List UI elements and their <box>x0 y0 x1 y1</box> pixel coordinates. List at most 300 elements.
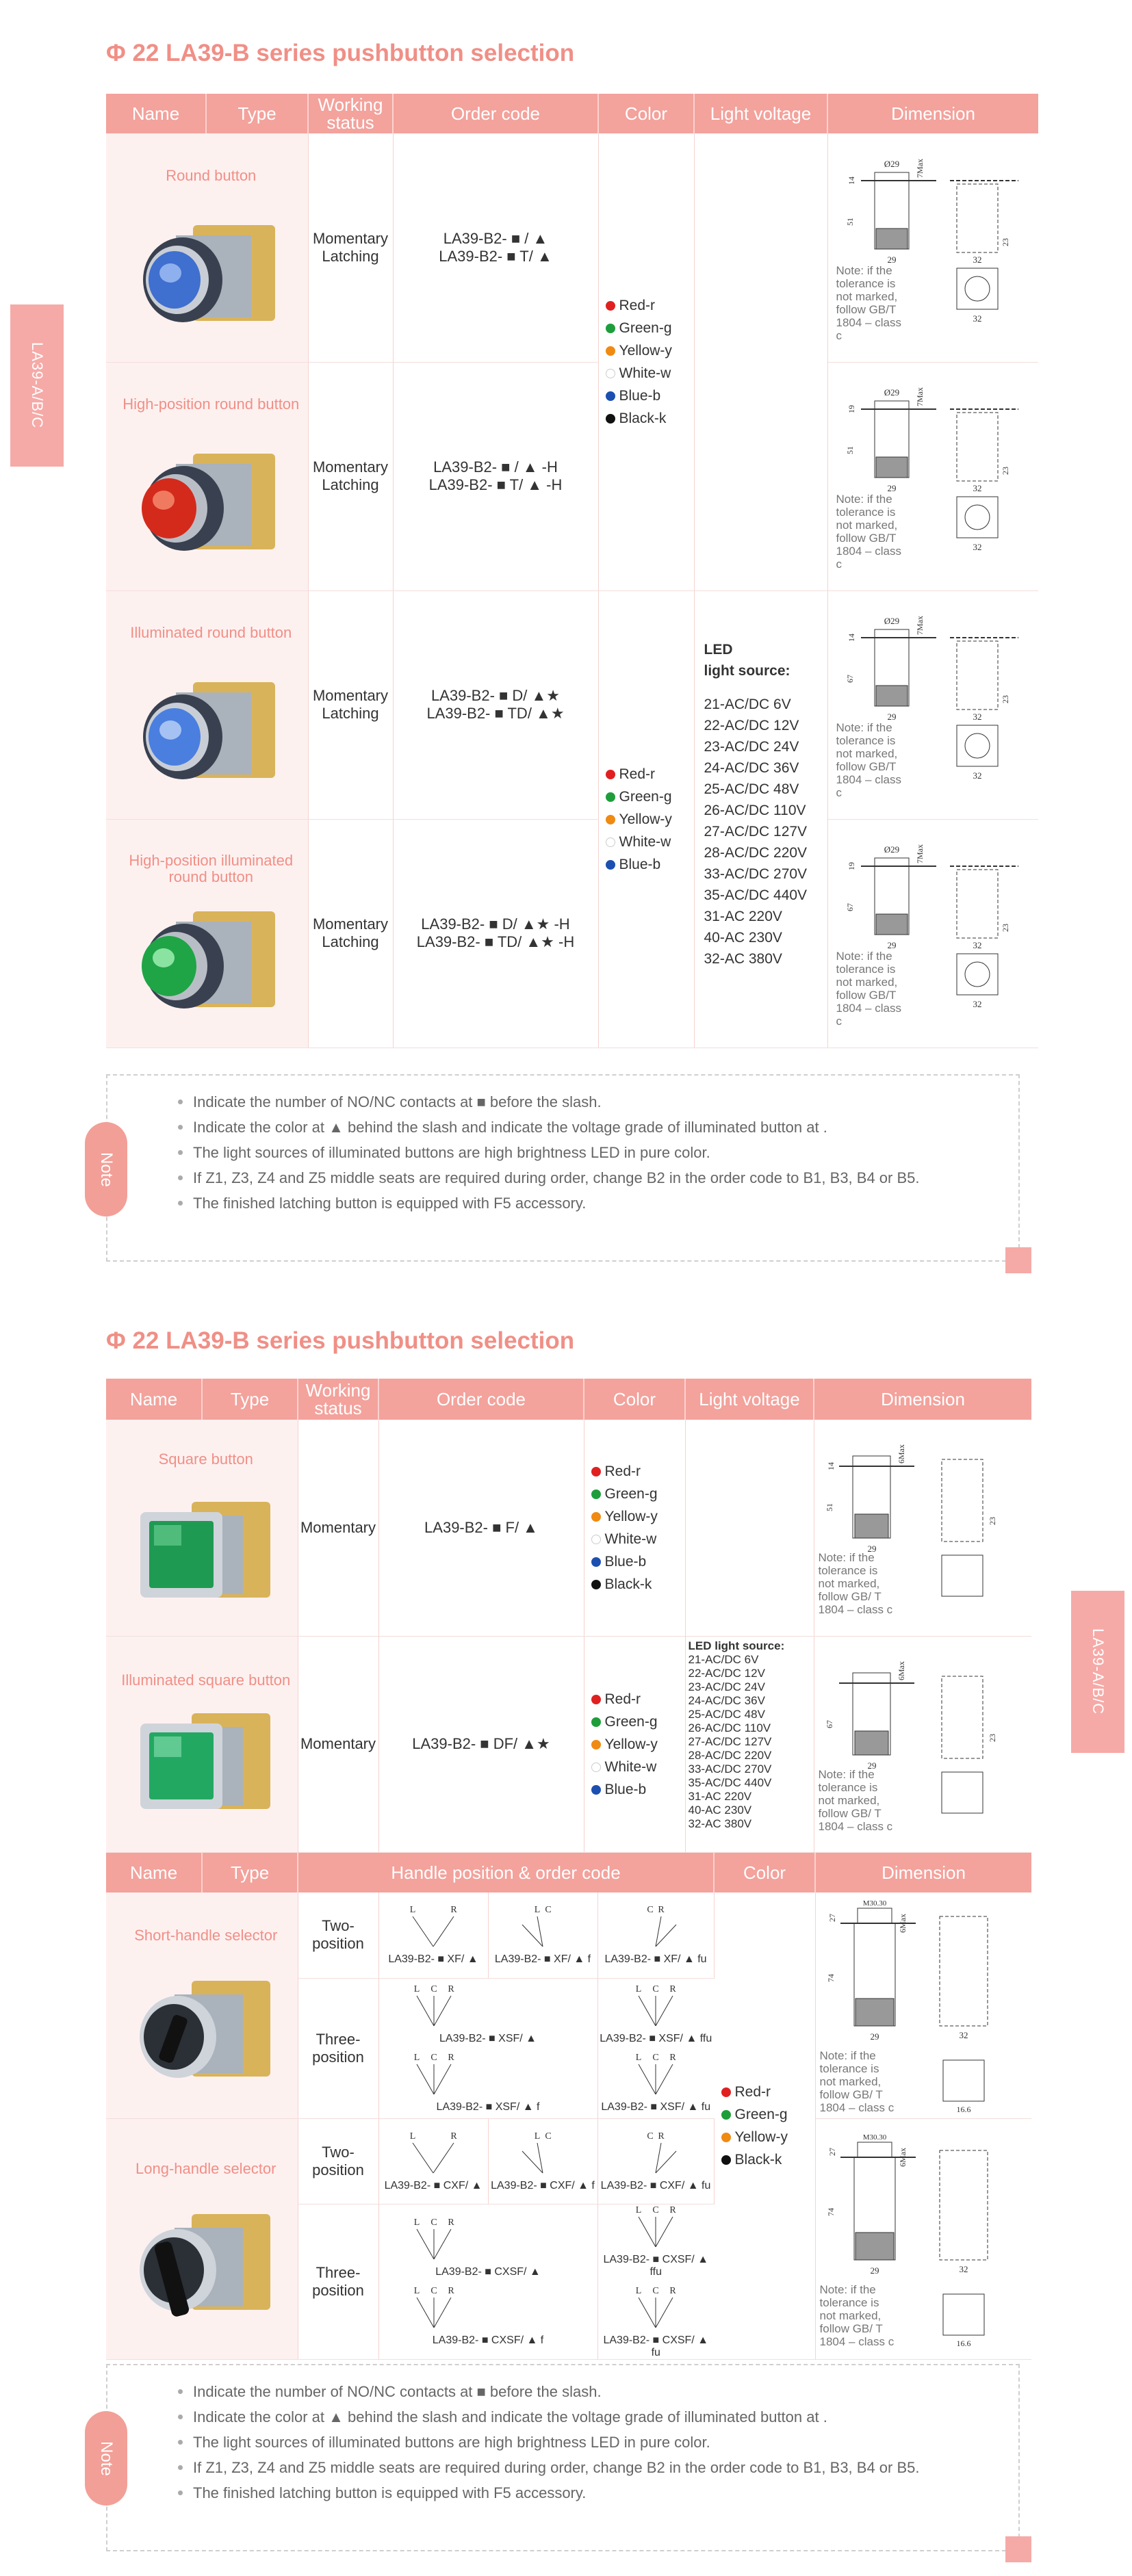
cutout-view <box>957 268 998 309</box>
working-status: Latching <box>322 933 379 950</box>
order-code: LA39-B2- ■ D/ ▲★ <box>430 687 561 704</box>
dimension-cell <box>814 1636 1031 1852</box>
handle-diagram: L R LA39-B2- ■ XF/ ▲ <box>378 1892 488 1978</box>
order-code: LA39-B2- ■ T/ ▲ <box>439 247 552 265</box>
position-letter: L <box>409 2131 416 2142</box>
cutout-side <box>942 1459 983 1541</box>
dimension-label: M30.30 <box>862 2133 886 2142</box>
handle-position-icon <box>615 2052 697 2100</box>
dimension-label: 67 <box>824 1719 834 1728</box>
position-letter: C <box>652 2285 659 2296</box>
dimension-label: 23 <box>987 1517 997 1526</box>
dimension-label: 23 <box>1000 924 1010 932</box>
position-letter: C <box>652 1983 659 1994</box>
position-letter: C <box>652 2204 659 2215</box>
high-position-round-button-image <box>128 433 285 570</box>
dimension-note: Note: if the tolerance is not marked, follow GB/T 1804 – class c <box>836 493 901 571</box>
product-cell <box>106 819 308 1048</box>
position-letter: L <box>635 1983 642 1994</box>
working-status: Momentary <box>312 915 389 933</box>
note-box <box>106 2364 1020 2551</box>
product-name: Round button <box>166 166 257 184</box>
col-color: Color <box>598 94 694 133</box>
dimension-label: 14 <box>825 1462 836 1471</box>
handle-diagram: L C R LA39-B2- ■ XSF/ ▲ ffu L C R LA39-B2- ■ XSF/ ▲ fu <box>597 1978 714 2118</box>
table-row <box>106 362 1038 590</box>
dimension-note: Note: if the tolerance is not marked, follow GB/ T 1804 – class c <box>818 1767 893 1833</box>
dimension-label: 29 <box>870 2265 879 2276</box>
col-light-voltage: Light voltage <box>694 94 827 133</box>
yellow-dot-icon <box>591 1512 601 1522</box>
col-order-code: Order code <box>378 1379 584 1420</box>
note-item: Indicate the color at ▲ behind the slash and indicate the voltage grade of illuminated button at . <box>178 1115 1018 1140</box>
green-dot-icon <box>591 1717 601 1727</box>
dimension-label: 19 <box>846 405 856 413</box>
col-order-code: Order code <box>393 94 598 133</box>
yellow-dot-icon <box>721 2133 731 2142</box>
dimension-label: 32 <box>973 770 981 781</box>
position-letter: R <box>669 1983 676 1994</box>
dimension-note: Note: if the tolerance is not marked, follow GB/ T 1804 – class c <box>819 2049 895 2115</box>
working-status: Momentary <box>298 1420 378 1636</box>
cutout-circle <box>965 962 990 987</box>
dimension-label: 7Max <box>914 844 925 863</box>
dimension-cell <box>827 819 1038 1048</box>
dimension-label: 6Max <box>896 1444 906 1464</box>
note-item: If Z1, Z3, Z4 and Z5 middle seats are required during order, change B2 in the order code to B1, B3, B4 or B5. <box>178 1165 1018 1191</box>
position-letter: C <box>430 2052 437 2063</box>
dimension-label: 23 <box>987 1733 997 1742</box>
corner-marker <box>1005 1247 1031 1273</box>
handle-position-icon <box>392 1904 474 1952</box>
dimension-label: 32 <box>973 940 981 950</box>
illuminated-round-button-image <box>128 662 285 798</box>
position-letter: R <box>447 2217 454 2228</box>
product-cell <box>106 362 308 590</box>
col-dimension: Dimension <box>814 1379 1031 1420</box>
dimension-label: 29 <box>887 940 896 950</box>
handle-position-icon <box>615 2131 697 2178</box>
table-row <box>106 133 1038 362</box>
color-cell <box>598 133 694 590</box>
white-dot-icon <box>606 837 615 847</box>
cutout-side <box>942 1676 983 1758</box>
dimension-label: 67 <box>845 675 855 683</box>
note-item: The finished latching button is equipped with F5 accessory. <box>178 2480 1018 2506</box>
handle-diagram: C R LA39-B2- ■ CXF/ ▲ fu <box>597 2118 714 2204</box>
voltage-list: LED light source: 21-AC/DC 6V 22-AC/DC 12V 23-AC/DC 24V 24-AC/DC 36V 25-AC/DC 48V 26-AC/DC 110V 27-AC/DC 127V 28-AC/DC 220V 33-AC/DC 270V 35-AC/DC 440V 31-AC 220V 40-AC 230V 32-AC 380V <box>688 1639 785 1830</box>
knob <box>858 1908 892 1923</box>
dimension-label: 7Max <box>914 158 925 178</box>
note-item: If Z1, Z3, Z4 and Z5 middle seats are required during order, change B2 in the order code to B1, B3, B4 or B5. <box>178 2455 1018 2480</box>
position-letter: L <box>635 2052 642 2063</box>
button-head <box>875 172 909 181</box>
position-letter: C <box>430 2285 437 2296</box>
handle-position-icon <box>615 1983 697 2031</box>
yellow-dot-icon <box>606 346 615 356</box>
cutout-circle <box>965 505 990 530</box>
cutout-side <box>957 413 998 481</box>
handle-line <box>656 1996 673 2026</box>
cutout-circle <box>965 733 990 758</box>
order-code: LA39-B2- ■ / ▲ <box>443 229 548 247</box>
product-name: Illuminated round button <box>130 623 292 641</box>
color-list: Red-r Green-g Yellow-y Black-k <box>715 2081 815 2171</box>
dimension-label: 74 <box>825 2207 836 2216</box>
white-dot-icon <box>606 369 615 378</box>
working-status: Momentary <box>312 229 389 247</box>
order-code: LA39-B2- ■ D/ ▲★ -H <box>421 915 570 933</box>
col-working-status: Working status <box>308 94 393 133</box>
dimension-label: 32 <box>973 542 981 552</box>
green-dot-icon <box>606 324 615 333</box>
handle-line <box>417 1996 434 2026</box>
handle-position-icon <box>502 2131 584 2178</box>
short-handle-selector-image <box>123 1960 281 2097</box>
dimension-label: 7Max <box>914 616 925 635</box>
blue-dot-icon <box>606 860 615 870</box>
side-tab[interactable]: LA39-A/B/C <box>1071 1591 1124 1753</box>
yellow-dot-icon <box>591 1740 601 1749</box>
dimension-label: 32 <box>973 254 981 265</box>
handle-line <box>656 2064 673 2094</box>
round-button-image <box>128 205 285 341</box>
note-item: The light sources of illuminated buttons are high brightness LED in pure color. <box>178 2430 1018 2455</box>
button-head <box>853 1456 890 1466</box>
dimension-label: 27 <box>827 1914 837 1923</box>
position-letter: R <box>669 2204 676 2215</box>
position-letter: L <box>409 1905 416 1916</box>
color-cell <box>584 1420 685 1636</box>
handle-line <box>656 2298 673 2328</box>
product-cell <box>106 1636 298 1852</box>
handle-line <box>413 1916 433 1947</box>
col-handle-position: Handle position & order code <box>298 1853 714 1892</box>
dimension-label: 32 <box>973 313 981 324</box>
button-head <box>875 629 909 638</box>
color-cell <box>598 590 694 1048</box>
light-voltage-cell <box>685 1420 814 1636</box>
position-letter: C <box>545 2131 552 2142</box>
cutout-view <box>957 497 998 538</box>
handle-position-icon <box>392 2131 474 2178</box>
contact-block <box>876 914 908 935</box>
dimension-label: 29 <box>887 483 896 493</box>
handle-line <box>656 2217 673 2247</box>
dimension-label: 29 <box>867 1760 876 1771</box>
cutout-side <box>940 1916 988 2026</box>
handle-diagram: L R LA39-B2- ■ CXF/ ▲ <box>378 2118 488 2204</box>
square-button-image <box>123 1481 281 1618</box>
position-letter: L <box>635 2204 642 2215</box>
product-cell <box>106 133 308 362</box>
handle-diagram: L C R LA39-B2- ■ XSF/ ▲ L C R LA39-B2- ■ XSF/ ▲ f <box>378 1978 597 2118</box>
red-dot-icon <box>606 301 615 311</box>
dimension-label: 29 <box>887 712 896 722</box>
working-status: Latching <box>322 247 379 265</box>
note-badge: Note <box>85 2411 127 2506</box>
cutout-view <box>957 954 998 995</box>
black-dot-icon <box>721 2155 731 2165</box>
cutout-view <box>943 2294 984 2335</box>
note-list <box>178 1089 1018 1216</box>
dimension-label: 16.6 <box>956 2338 971 2348</box>
col-dimension: Dimension <box>815 1853 1031 1892</box>
position-letter: R <box>447 2052 454 2063</box>
handle-position-icon <box>615 1904 697 1952</box>
product-name: Illuminated square button <box>121 1671 291 1689</box>
handle-position-icon <box>615 2285 697 2333</box>
handle-line <box>639 2217 656 2247</box>
dimension-label: Ø29 <box>884 844 899 855</box>
handle-position-icon <box>393 2217 475 2265</box>
handle-line <box>639 2298 656 2328</box>
cutout-side <box>957 870 998 938</box>
dimension-label: 14 <box>846 634 856 642</box>
handle-diagram: L C LA39-B2- ■ XF/ ▲ f <box>488 1892 597 1978</box>
handle-line <box>639 1996 656 2026</box>
position-letter: R <box>658 1905 665 1916</box>
dimension-label: 51 <box>845 446 855 454</box>
dimension-label: 51 <box>845 217 855 226</box>
selector-table <box>106 1853 1031 2360</box>
product-cell <box>106 1420 298 1636</box>
selection-table-1 <box>106 94 1038 1048</box>
dimension-note: Note: if the tolerance is not marked, follow GB/T 1804 – class c <box>836 721 901 799</box>
dimension-cell <box>827 590 1038 819</box>
voltage-list: LED light source: 21-AC/DC 6V 22-AC/DC 12V 23-AC/DC 24V 24-AC/DC 36V 25-AC/DC 48V 26-AC/DC 110V 27-AC/DC 127V 28-AC/DC 220V 33-AC/DC 270V 35-AC/DC 440V 31-AC 220V 40-AC 230V 32-AC 380V <box>704 641 808 967</box>
col-light-voltage: Light voltage <box>685 1379 814 1420</box>
position-letter: L <box>534 1905 541 1916</box>
cutout-view <box>942 1555 983 1596</box>
white-dot-icon <box>591 1762 601 1772</box>
dimension-note: Note: if the tolerance is not marked, follow GB/ T 1804 – class c <box>818 1551 893 1617</box>
dimension-label: 32 <box>973 712 981 722</box>
position-letter: R <box>450 1905 457 1916</box>
col-working-status: Working status <box>298 1379 378 1420</box>
working-status: Latching <box>322 705 379 722</box>
green-dot-icon <box>591 1489 601 1499</box>
dimension-label: M30.30 <box>862 1899 886 1908</box>
contact-block <box>856 1999 894 2026</box>
table-row <box>106 590 1038 819</box>
handle-line <box>434 2298 451 2328</box>
dimension-label: 16.6 <box>956 2105 971 2115</box>
light-voltage-cell <box>694 590 827 1048</box>
dimension-label: 74 <box>825 1974 836 1983</box>
dimension-label: 51 <box>824 1503 834 1512</box>
cutout-view <box>942 1772 983 1813</box>
dimension-cell <box>827 362 1038 590</box>
button-head <box>853 1673 890 1683</box>
table-row <box>106 1420 1031 1636</box>
dimension-cell <box>815 2118 1031 2359</box>
position-letter: C <box>647 2131 654 2142</box>
dimension-label: 67 <box>845 903 855 911</box>
dimension-label: 23 <box>1000 695 1010 703</box>
position-letter: R <box>450 2131 457 2142</box>
dimension-note: Note: if the tolerance is not marked, follow GB/ T 1804 – class c <box>819 2282 895 2348</box>
position-letter: R <box>447 2285 454 2296</box>
product-name: Short-handle selector <box>134 1926 278 1944</box>
position-letter: C <box>647 1905 654 1916</box>
blue-dot-icon <box>591 1557 601 1567</box>
position-type: Three-position <box>298 1978 378 2118</box>
corner-marker <box>1005 2536 1031 2562</box>
dimension-label: Ø29 <box>884 387 899 398</box>
product-name: High-position round button <box>123 395 300 413</box>
white-dot-icon <box>591 1535 601 1544</box>
green-dot-icon <box>721 2110 731 2120</box>
section-title: Φ 22 LA39-B series pushbutton selection <box>106 40 575 66</box>
col-dimension: Dimension <box>827 94 1038 133</box>
contact-block <box>855 1731 888 1755</box>
color-cell <box>714 1892 815 2359</box>
red-dot-icon <box>721 2087 731 2097</box>
position-letter: L <box>635 2285 642 2296</box>
long-handle-selector-image <box>123 2194 281 2330</box>
position-letter: C <box>430 1983 437 1994</box>
dimension-note: Note: if the tolerance is not marked, follow GB/T 1804 – class c <box>836 263 901 342</box>
note-badge: Note <box>85 1122 127 1217</box>
position-letter: R <box>658 2131 665 2142</box>
handle-line <box>417 2064 434 2094</box>
position-letter: L <box>413 2052 420 2063</box>
dimension-note: Note: if the tolerance is not marked, follow GB/T 1804 – class c <box>836 950 901 1028</box>
cutout-side <box>957 184 998 252</box>
position-letter: L <box>413 2217 420 2228</box>
color-list: Red-r Green-g Yellow-y White-w Blue-b <box>584 1688 685 1801</box>
knob <box>858 2142 892 2157</box>
color-cell <box>584 1636 685 1852</box>
position-letter: R <box>669 2285 676 2296</box>
dimension-label: 32 <box>973 483 981 493</box>
table-row <box>106 1636 1031 1852</box>
dimension-label: 7Max <box>914 387 925 406</box>
col-type: Type <box>202 1379 298 1420</box>
order-code: LA39-B2- ■ TD/ ▲★ -H <box>416 933 575 950</box>
color-list: Red-r Green-g Yellow-y White-w Blue-b <box>599 763 694 876</box>
col-name: Name <box>106 94 206 133</box>
note-item: Indicate the number of NO/NC contacts at ■ before the slash. <box>178 2379 1018 2404</box>
col-type: Type <box>206 94 308 133</box>
handle-diagram: L C LA39-B2- ■ CXF/ ▲ f <box>488 2118 597 2204</box>
position-letter: L <box>534 2131 541 2142</box>
col-type: Type <box>202 1853 298 1892</box>
product-name: Square button <box>158 1450 253 1468</box>
dimension-cell <box>814 1420 1031 1636</box>
handle-line <box>413 2143 433 2173</box>
dimension-label: 29 <box>870 2031 879 2042</box>
table-row <box>106 819 1038 1048</box>
dimension-label: 23 <box>1000 237 1010 246</box>
dimension-label: Ø29 <box>884 158 899 169</box>
order-code: LA39-B2- ■ F/ ▲ <box>378 1420 584 1636</box>
handle-line <box>639 2064 656 2094</box>
black-dot-icon <box>606 414 615 424</box>
handle-position-icon <box>502 1904 584 1952</box>
selection-table-2 <box>106 1379 1031 1853</box>
product-cell <box>106 590 308 819</box>
handle-diagram: L C R LA39-B2- ■ CXSF/ ▲ L C R LA39-B2- ■ CXSF/ ▲ f <box>378 2204 597 2359</box>
order-code: LA39-B2- ■ TD/ ▲★ <box>426 705 565 722</box>
cutout-side <box>957 641 998 710</box>
handle-position-icon <box>393 2052 475 2100</box>
handle-position-icon <box>393 2285 475 2333</box>
note-item: The light sources of illuminated buttons are high brightness LED in pure color. <box>178 1140 1018 1165</box>
dimension-label: 29 <box>887 254 896 265</box>
cutout-view <box>957 725 998 766</box>
handle-line <box>434 2229 451 2259</box>
handle-line <box>433 1916 454 1947</box>
dimension-label: 32 <box>959 2263 968 2274</box>
dimension-label: 14 <box>846 176 856 185</box>
green-dot-icon <box>606 792 615 802</box>
dimension-label: 6Max <box>896 1661 906 1680</box>
handle-line <box>434 1996 451 2026</box>
position-letter: L <box>413 2285 420 2296</box>
dimension-label: Ø29 <box>884 616 899 626</box>
black-dot-icon <box>591 1580 601 1589</box>
col-color: Color <box>584 1379 685 1420</box>
handle-line <box>434 2064 451 2094</box>
dimension-label: 6Max <box>897 1914 908 1934</box>
contact-block <box>876 457 908 478</box>
dimension-label: 6Max <box>897 2147 908 2167</box>
product-cell <box>106 1892 298 2118</box>
cutout-circle <box>965 276 990 301</box>
handle-position-icon <box>615 2204 697 2252</box>
table-row <box>106 2118 1031 2204</box>
product-cell <box>106 2118 298 2359</box>
light-voltage-cell <box>694 133 827 590</box>
note-item: Indicate the number of NO/NC contacts at ■ before the slash. <box>178 1089 1018 1115</box>
color-list: Red-r Green-g Yellow-y White-w Blue-b Black-k <box>584 1460 685 1596</box>
blue-dot-icon <box>606 391 615 401</box>
position-letter: C <box>430 2217 437 2228</box>
side-tab[interactable]: LA39-A/B/C <box>10 304 64 467</box>
working-status: Momentary <box>312 458 389 476</box>
position-letter: R <box>669 2052 676 2063</box>
position-letter: C <box>652 2052 659 2063</box>
dimension-label: 23 <box>1000 467 1010 475</box>
position-letter: L <box>413 1983 420 1994</box>
position-type: Two-position <box>298 1892 378 1978</box>
red-dot-icon <box>606 770 615 779</box>
note-box <box>106 1074 1020 1262</box>
working-status: Latching <box>322 476 379 493</box>
high-position-illuminated-button-image <box>128 891 285 1028</box>
handle-line <box>433 2143 454 2173</box>
dimension-cell <box>815 1892 1031 2118</box>
handle-line <box>417 2229 434 2259</box>
note-list <box>178 2379 1018 2506</box>
contact-block <box>876 229 908 249</box>
position-type: Three-position <box>298 2204 378 2359</box>
dimension-label: 29 <box>867 1544 876 1554</box>
order-code: LA39-B2- ■ DF/ ▲★ <box>378 1636 584 1852</box>
contact-block <box>876 686 908 706</box>
note-item: Indicate the color at ▲ behind the slash and indicate the voltage grade of illuminated button at . <box>178 2404 1018 2430</box>
dimension-label: 19 <box>846 862 856 870</box>
cutout-side <box>940 2150 988 2260</box>
dimension-label: 27 <box>827 2147 837 2156</box>
position-type: Two-position <box>298 2118 378 2204</box>
light-voltage-cell <box>685 1636 814 1852</box>
red-dot-icon <box>591 1695 601 1704</box>
button-head <box>875 858 909 866</box>
table-row <box>106 1892 1031 1978</box>
